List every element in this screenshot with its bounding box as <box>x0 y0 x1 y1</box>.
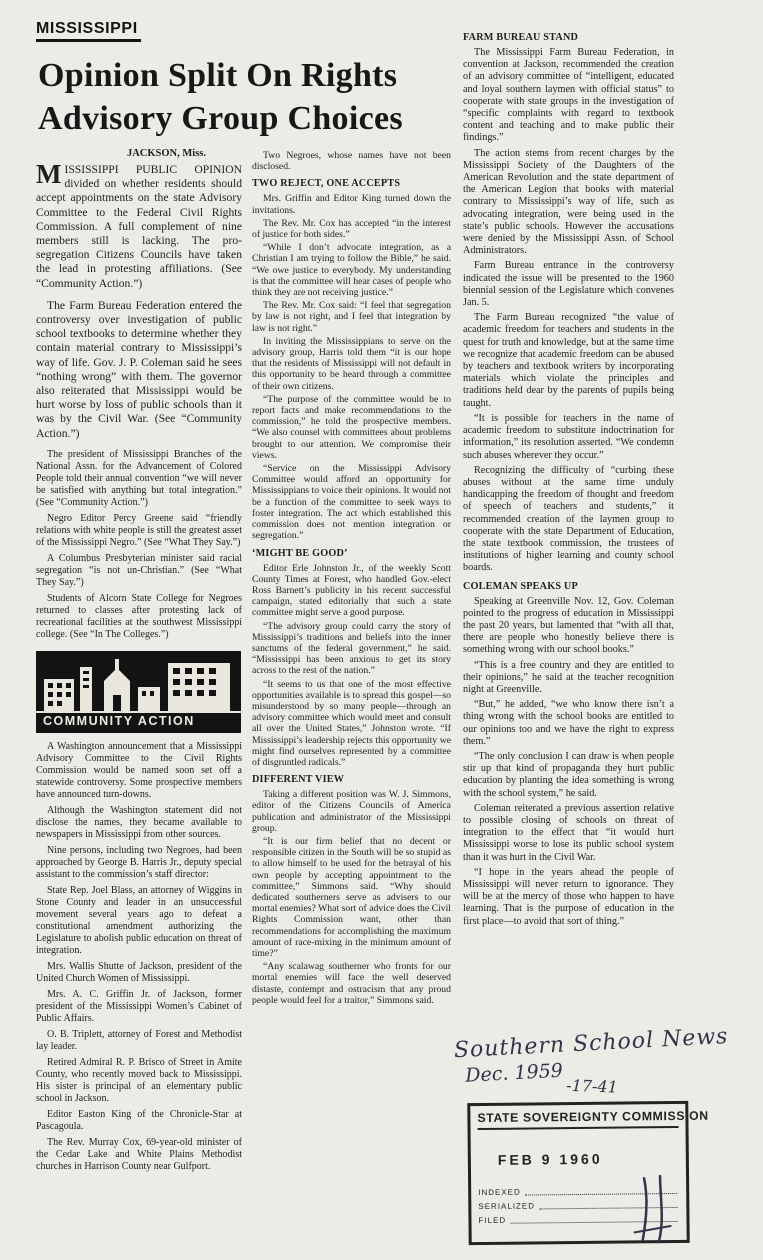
body-paragraph: “Service on the Mississippi Advisory Committee would afford an opportunity for Mississippians to voice their opinions. It would not be a function of the committee to seek ways to foster integration. The act which established this commission does not mention integration or segregation.” <box>252 463 451 542</box>
body-paragraph: Mrs. Wallis Shutte of Jackson, president of the United Church Women of Mississippi. <box>36 960 242 984</box>
sovereignty-commission-stamp <box>467 1101 709 1245</box>
column-3 <box>463 26 674 931</box>
stamp-indexed-label: INDEXED <box>478 1187 521 1198</box>
section-heading-coleman: COLEMAN SPEAKS UP <box>463 580 578 592</box>
body-paragraph: Nine persons, including two Negroes, had been approached by George B. Harris Jr., deputy special assistant to the commission’s staff director: <box>36 844 242 880</box>
community-action-banner <box>36 651 241 733</box>
column-2 <box>252 150 451 1008</box>
body-paragraph: The Mississippi Farm Bureau Federation, in convention at Jackson, recommended the creation of an advisory committee of “intelligent, educated and loyal southern laymen with official status” to cooperate with state groups in the investigation of “specific complaints with regard to textbook content and teaching and to make public their findings.” <box>463 47 674 144</box>
brief-paragraph: Students of Alcorn State College for Negroes returned to classes after protesting lack of recreational facilities at the southwest Mississippi college. (See “In The Colleges.”) <box>36 592 242 640</box>
masthead: MISSISSIPPI <box>36 20 141 42</box>
lead-paragraph-1 <box>36 159 242 291</box>
brief-paragraph: The president of Mississippi Branches of the National Assn. for the Advancement of Colored People told their annual convention “we will never be satisfied with anything but total integration.” (See “Community Action.”) <box>36 448 242 508</box>
body-paragraph: The Rev. Mr. Cox said: “I feel that segregation by law is not right, and I feel that integration by law is not right.” <box>252 300 451 334</box>
body-paragraph: In inviting the Mississippians to serve on the advisory group, Harris told them “it is our hope that the residents of Mississippi will not default in this opportunity to be heard through a committee of their own citizens. <box>252 335 451 392</box>
body-paragraph: The Rev. Murray Cox, 69-year-old minister of the Cedar Lake and White Plains Methodist churches in Harrison County near Gulfport. <box>36 1136 242 1172</box>
body-paragraph: Mrs. Griffin and Editor King turned down the invitations. <box>252 193 451 216</box>
body-paragraph: “Any scalawag southerner who fronts for our mortal enemies will face the well deserved distaste, contempt and ostracism that any proud people would feel for a traitor,” Simmons said. <box>252 961 451 1006</box>
handwritten-annotation <box>453 1023 729 1106</box>
section-heading-might-be-good: ‘MIGHT BE GOOD’ <box>252 547 348 559</box>
handwriting-source-title: Southern School News <box>453 1023 729 1064</box>
body-paragraph: The Rev. Mr. Cox has accepted “in the interest of justice for both sides.” <box>252 217 451 241</box>
body-paragraph: The Farm Bureau recognized “the value of academic freedom for teachers and students in the quest for truth and knowledge, but at the same time we recognize that academic freedom can be abused by teachers and textbook writers by incorporating materials which violate the principles and traditions held dear by the parents of pupils being taught. <box>463 312 674 409</box>
lead-paragraph-1-text: ISSISSIPPI PUBLIC OPINION divided on whether residents should accept appointments on the state Advisory Committee to the Federal Civil Rights Commission. A full complement of nine members still is lacking. The pro-segregation Citizens Councils have taken the lead in protesting affiliations. (See “Community Action.”) <box>36 163 242 290</box>
dateline: JACKSON, Miss. <box>126 148 206 159</box>
body-paragraph: “The only conclusion I can draw is when people stir up that kind of propaganda they hurt public education by planting the idea something is wrong with the school system,” he said. <box>463 750 674 799</box>
section-heading-two-reject: TWO REJECT, ONE ACCEPTS <box>252 178 401 190</box>
section-heading-different-view: DIFFERENT VIEW <box>252 774 345 786</box>
section-heading-farm-bureau: FARM BUREAU STAND <box>463 32 579 43</box>
body-paragraph: Retired Admiral R. P. Brisco of Street in Amite County, who recently moved back to Mississippi. His sister is principal of an elementary public school in Jackson. <box>36 1056 242 1104</box>
body-paragraph: “I hope in the years ahead the people of Mississippi will never return to ignorance. They will be at the mercy of those who happen to have learning. That is the purpose of education in the first place—to avoid that sort of thing.” <box>463 866 674 927</box>
drop-cap: M <box>36 159 62 189</box>
body-paragraph: “It is possible for teachers in the name of academic freedom to substitute indoctrination for information,” its resolution asserted. “We condemn such abuses wherever they occur.” <box>463 412 674 461</box>
body-paragraph: “The advisory group could carry the story of Mississippi’s traditions and beliefs into the inner sanctums of the federal government,” he said. “Mississippi has been anxious to get its story across to the rest of the nation.” <box>252 620 451 677</box>
body-paragraph: Recognizing the difficulty of “curbing these abuses without at the same time unduly handicapping the freedom of thought and freedom of speech of teachers and students,” it recommended creation of the laymen group to cooperate with the state Department of Education, the state textbook commission, the trustees of institutions of higher learning and county school boards. <box>463 464 674 574</box>
body-paragraph: “This is a free country and they are entitled to their opinions,” he said at the teacher recognition night at Greenville. <box>463 659 674 695</box>
body-paragraph: O. B. Triplett, attorney of Forest and Methodist lay leader. <box>36 1028 242 1052</box>
lead-paragraph-2: The Farm Bureau Federation entered the controversy over investigation of public school textbooks to determine whether they contain material contrary to Mississippi’s way of life. Gov. J. P. Coleman said he sees “nothing wrong” with them. The governor also reiterated that Mississippi would be hurt worse by loss of public schools than it was by the Civil War. (See “Community Action.”) <box>36 298 242 440</box>
body-paragraph: Speaking at Greenville Nov. 12, Gov. Coleman pointed to the progress of education in Mississippi the past 20 years, but lamented that “with all that, there are people who honestly believe there is something wrong with our school books.” <box>463 595 674 656</box>
body-paragraph: Editor Erle Johnston Jr., of the weekly Scott County Times at Forest, who handled Gov.-elect Ross Barnett’s publicity in his recent successful campaign, stated editorially that such a state committee might serve a good purpose. <box>252 562 451 619</box>
body-paragraph: Taking a different position was W. J. Simmons, editor of the Citizens Councils of America publication and administrator of the Mississippi group. <box>252 789 451 834</box>
body-paragraph: Coleman reiterated a previous assertion relative to possible closing of schools on threat of integration to the effect that “it would hurt Mississippi worse to lose its public school system than it was hurt in the Civil War. <box>463 802 674 863</box>
brief-paragraph: A Columbus Presbyterian minister said racial segregation “is not un-Christian.” (See “What They Say.”) <box>36 552 242 588</box>
body-paragraph: Two Negroes, whose names have not been disclosed. <box>252 150 451 173</box>
brief-paragraph: Negro Editor Percy Greene said “friendly relations with white people is still the greatest asset of the Mississippi Negro.” (See “What They Say.”) <box>36 512 242 548</box>
stamp-title: STATE SOVEREIGNTY COMMISSION <box>477 1109 678 1130</box>
headline <box>38 54 458 140</box>
body-paragraph: The action stems from recent charges by the Mississippi Society of the Daughters of the American Revolution and the state department of the American Legion that books with material contrary to Mississippi’s way of life, such as advocating integration, were being used in the state’s public schools. However the accusations were denied by the Mississippi Assn. of School Administrators. <box>463 147 674 257</box>
stamp-filed-label: FILED <box>478 1215 507 1226</box>
headline-line-1: Opinion Split On Rights <box>38 57 398 94</box>
stamp-date: FEB 9 1960 <box>497 1150 603 1168</box>
body-paragraph: Although the Washington statement did not disclose the names, they became available to newspapers in Mississippi from other sources. <box>36 804 242 840</box>
handwriting-date: Dec. 1959 <box>464 1059 564 1087</box>
body-paragraph: “It is our firm belief that no decent or responsible citizen in the South will be so stupid as to allow himself to be used for the betrayal of his own people by accepting appointment to the committee,” Simmons said. “Why should dedicated southerners serve as advisers to our mortal enemies? What sort of advice does the Civil Rights Commission want, other than recommendations for accomplishing the maximum amount of race-mixing in the minimum amount of time?” <box>252 835 451 959</box>
stamp-serialized-label: SERIALIZED <box>478 1201 536 1212</box>
headline-line-2: Advisory Group Choices <box>38 100 403 137</box>
community-action-label: COMMUNITY ACTION <box>43 713 195 728</box>
column-1 <box>36 148 242 1177</box>
body-paragraph: Mrs. A. C. Griffin Jr. of Jackson, former president of the Mississippi Women’s Cabinet of Public Affairs. <box>36 988 242 1024</box>
body-paragraph: “But,” he added, “we who know there isn’t a thing wrong with the school books are entitled to our opinions too and we have the right to express them.” <box>463 699 674 747</box>
body-paragraph: “While I don’t advocate integration, as a Christian I am trying to follow the Bible,” he said. “We owe justice to everybody. My understanding is that the committee will hear cases of people who think they are not receiving justice.” <box>252 242 451 299</box>
pen-checkmark-scribble <box>630 1174 681 1245</box>
body-paragraph: “The purpose of the committee would be to report facts and make recommendations to the commission,” he told the prospective members. “We also counsel with committees about problems brought to our attention. We compromise their views. <box>252 393 451 461</box>
body-paragraph: Editor Easton King of the Chronicle-Star at Pascagoula. <box>36 1108 242 1132</box>
body-paragraph: A Washington announcement that a Mississippi Advisory Committee to the Civil Rights Commission would be named soon set off a statewide controversy. Some prospective members have announced turn-downs. <box>36 740 242 800</box>
body-paragraph: State Rep. Joel Blass, an attorney of Wiggins in Stone County and leader in an unsuccessful movement several years ago to defeat a constitutional amendment authorizing the Legislature to abolish public education on threat of integration. <box>36 884 242 956</box>
body-paragraph: “It seems to us that one of the most effective opportunities available is to spread this gospel—so misunderstood by so many people—through an advisory committee which would meet and consult all over the United States,” Johnston wrote. “If Mississippi’s leadership rejects this opportunity we might find ourselves represented by a committee of disgruntled radicals.” <box>252 678 451 768</box>
handwriting-page-number: -17-41 <box>565 1075 619 1097</box>
body-paragraph: Farm Bureau entrance in the controversy indicated the issue will be presented to the 1960 biennial session of the Legislature which convenes Jan. 5. <box>463 260 674 309</box>
